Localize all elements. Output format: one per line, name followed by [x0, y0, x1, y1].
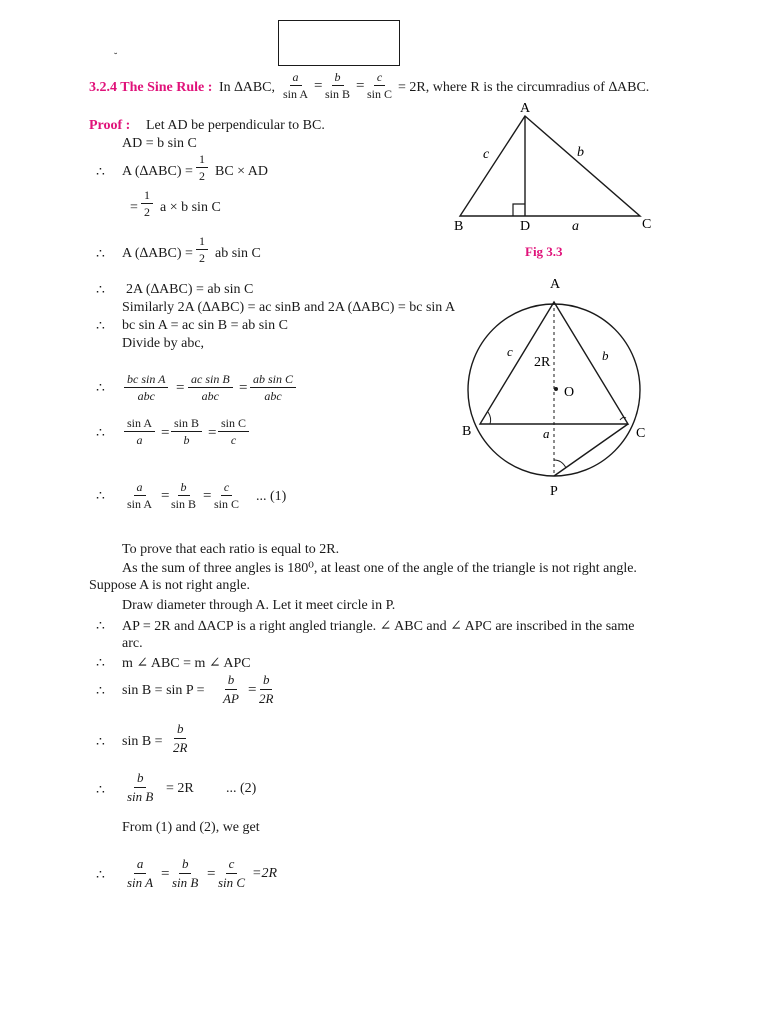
equals-sign: = — [203, 488, 212, 504]
proof-line-9: Divide by abc, — [122, 336, 205, 351]
para-2: As the sum of three angles is 180⁰, at least one of the angle of the triangle is not right angle. — [122, 561, 637, 576]
proof-line-5-left: A (∆ABC) = — [122, 246, 193, 261]
sine-rule-intro: In ∆ABC, — [219, 80, 276, 95]
proof-line-4-right: a × b sin C — [160, 200, 221, 215]
proof-line-7: Similarly 2A (∆ABC) = ac sinB and 2A (∆ABC) = bc sin A — [122, 300, 456, 315]
final-frac-2: $\frac{b}{\text{sin B}}$ — [172, 856, 199, 890]
sine-rule-tail: = 2R, where R is the circumradius of ∆ABC. — [398, 80, 650, 95]
para-5: AP = 2R and ∆ACP is a right angled triangle. ∠ ABC and ∠ APC are inscribed in the same — [122, 619, 635, 634]
label-c: C — [642, 217, 652, 232]
para-3: Suppose A is not right angle. — [89, 578, 250, 593]
therefore-symbol: ∴ — [96, 381, 105, 396]
label-a: A — [520, 101, 531, 116]
p7-frac-2: $\frac{b}{2R}$ — [259, 672, 274, 706]
half-fraction: $\frac{1}{2}$ — [196, 152, 208, 183]
proof-line-3-left: A (∆ABC) = — [122, 164, 193, 179]
angle-p-mark — [554, 460, 566, 468]
para-1: To prove that each ratio is equal to 2R. — [122, 542, 340, 557]
therefore-symbol: ∴ — [96, 735, 105, 750]
eq-b-frac-2: $\frac{\text{sin B}}{b}$ — [171, 416, 202, 447]
equals-sign: = — [161, 866, 170, 882]
triangle-abc — [460, 116, 640, 216]
para-9-tag: ... (2) — [226, 781, 257, 796]
para-5b: arc. — [122, 636, 143, 651]
equals-sign: = — [239, 380, 248, 396]
eq-c-tag: ... (1) — [256, 489, 287, 504]
equals-sign: = — [208, 425, 217, 441]
header-mark: ˘ — [114, 52, 118, 63]
sine-rule-frac-b: $\frac{b}{\text{sin B}}$ — [325, 70, 351, 101]
para-8-left: sin B = — [122, 734, 163, 749]
proof-line-5-right: ab sin C — [215, 246, 261, 261]
eq-c-frac-1: $\frac{a}{\text{sin A}}$ — [127, 480, 153, 511]
circumcircle — [468, 304, 640, 476]
side-c: c — [507, 344, 513, 359]
therefore-symbol: ∴ — [96, 868, 105, 883]
therefore-symbol: ∴ — [96, 619, 105, 634]
proof-line-1: Let AD be perpendicular to BC. — [146, 118, 325, 133]
para-6: m ∠ ABC = m ∠ APC — [122, 656, 251, 671]
side-b: b — [577, 145, 584, 160]
center-o — [554, 387, 558, 391]
sine-rule-frac-a: $\frac{a}{\text{sin A}}$ — [283, 70, 309, 101]
header-box — [278, 20, 400, 66]
equals-sign: = — [176, 380, 185, 396]
proof-line-4-left: = — [130, 200, 138, 215]
sine-rule-heading: 3.2.4 The Sine Rule : — [89, 80, 213, 95]
sine-rule-frac-c: $\frac{c}{\text{sin C}}$ — [367, 70, 393, 101]
eq-c-frac-2: $\frac{b}{\text{sin B}}$ — [171, 480, 197, 511]
proof-line-8: bc sin A = ac sin B = ab sin C — [122, 318, 288, 333]
therefore-symbol: ∴ — [96, 426, 105, 441]
para-10: From (1) and (2), we get — [122, 820, 260, 835]
label-p: P — [550, 484, 558, 499]
therefore-symbol: ∴ — [96, 319, 105, 334]
therefore-symbol: ∴ — [96, 489, 105, 504]
side-c: c — [483, 147, 490, 162]
therefore-symbol: ∴ — [96, 247, 105, 262]
therefore-symbol: ∴ — [96, 684, 105, 699]
label-b: B — [454, 219, 464, 234]
fig-caption: Fig 3.3 — [525, 244, 563, 259]
label-a: A — [550, 277, 561, 292]
label-d: D — [520, 219, 531, 234]
proof-label: Proof : — [89, 118, 131, 133]
final-frac-3: $\frac{c}{\text{sin C}}$ — [218, 856, 246, 890]
equals-sign: = — [207, 866, 216, 882]
label-c: C — [636, 426, 646, 441]
eq-b-frac-3: $\frac{\text{sin C}}{c}$ — [218, 416, 249, 447]
side-b: b — [602, 348, 609, 363]
equals-sign: = — [248, 682, 257, 698]
therefore-symbol: ∴ — [96, 283, 105, 298]
p9-frac: $\frac{b}{\text{sin B}}$ — [127, 770, 154, 804]
para-7-left: sin B = sin P = — [122, 683, 205, 698]
equals-sign: = — [161, 488, 170, 504]
half-fraction: $\frac{1}{2}$ — [196, 234, 208, 265]
equals-sign: = — [161, 425, 170, 441]
therefore-symbol: ∴ — [96, 783, 105, 798]
half-fraction: $\frac{1}{2}$ — [141, 188, 153, 219]
final-frac-1: $\frac{a}{\text{sin A}}$ — [127, 856, 154, 890]
label-o: O — [564, 385, 575, 400]
proof-line-2: AD = b sin C — [122, 136, 197, 151]
therefore-symbol: ∴ — [96, 656, 105, 671]
para-9-right: = 2R — [166, 781, 194, 796]
eq-c-frac-3: $\frac{c}{\text{sin C}}$ — [214, 480, 240, 511]
eq-b-frac-1: $\frac{\text{sin A}}{a}$ — [124, 416, 155, 447]
label-b: B — [462, 424, 472, 439]
equals-sign: = — [314, 78, 323, 94]
p8-frac: $\frac{b}{2R}$ — [173, 721, 188, 755]
p7-frac-1: $\frac{b}{AP}$ — [223, 672, 239, 706]
proof-line-3-right: BC × AD — [215, 164, 269, 179]
equals-sign: = — [356, 78, 365, 94]
side-a: a — [543, 426, 550, 441]
therefore-symbol: ∴ — [96, 165, 105, 180]
label-2r: 2R — [534, 355, 551, 370]
proof-line-6: 2A (∆ABC) = ab sin C — [126, 282, 254, 297]
eq-a-frac-2: ac sin B abc — [188, 372, 233, 403]
final-tail: =2R — [252, 866, 277, 881]
angle-b-mark — [488, 412, 491, 424]
triangle-figure — [440, 100, 670, 270]
para-4: Draw diameter through A. Let it meet circle in P. — [122, 598, 396, 613]
side-a: a — [572, 219, 579, 234]
eq-a-frac-3: ab sin C abc — [250, 372, 296, 403]
right-angle-mark — [513, 204, 525, 216]
eq-a-frac-1: bc sin A abc — [124, 372, 168, 403]
circumcircle-figure — [450, 272, 650, 502]
